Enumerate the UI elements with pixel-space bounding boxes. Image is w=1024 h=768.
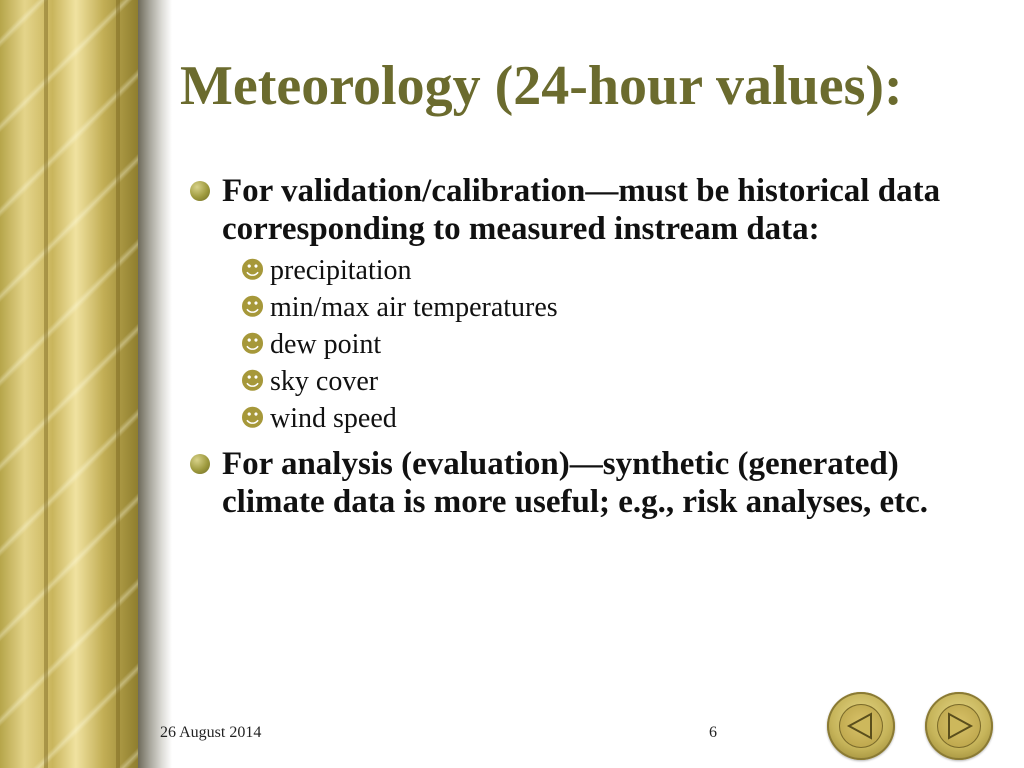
sub-bullet-text: sky cover [270, 366, 379, 397]
sidebar-groove [44, 0, 48, 768]
sub-bullet-item [186, 326, 1006, 363]
smiley-bullet-icon: ☻ [240, 404, 266, 432]
decorative-gold-sidebar [0, 0, 138, 768]
footer-date: 26 August 2014 [160, 724, 262, 741]
sidebar-groove [116, 0, 120, 768]
slide-title: Meteorology (24-hour values): [180, 55, 903, 117]
bullet-item [186, 445, 1006, 521]
slide-content [186, 172, 1006, 521]
footer-page-number: 6 [709, 724, 717, 741]
sidebar-shadow [138, 0, 172, 768]
triangle-left-icon [839, 704, 883, 748]
bullet-dot-icon [190, 181, 210, 201]
sub-bullet-text: dew point [270, 329, 382, 360]
sub-bullet-item [186, 363, 1006, 400]
sub-bullet-text: wind speed [270, 403, 397, 434]
sub-bullet-item [186, 252, 1006, 289]
smiley-bullet-icon: ☻ [240, 293, 266, 321]
sub-bullet-text: precipitation [270, 255, 412, 286]
sub-bullet-text: min/max air temperatures [270, 292, 558, 323]
next-slide-button[interactable] [925, 692, 993, 760]
bullet-dot-icon [190, 454, 210, 474]
smiley-bullet-icon: ☻ [240, 367, 266, 395]
triangle-right-icon [937, 704, 981, 748]
bullet-text: For validation/calibration—must be historical data corresponding to measured instream data: [222, 173, 941, 247]
sub-bullet-item [186, 400, 1006, 437]
previous-slide-button[interactable] [827, 692, 895, 760]
bullet-text: For analysis (evaluation)—synthetic (generated) climate data is more useful; e.g., risk analyses, etc. [222, 446, 929, 520]
sub-bullet-list [186, 252, 1006, 437]
smiley-bullet-icon: ☻ [240, 330, 266, 358]
sub-bullet-item [186, 289, 1006, 326]
bullet-item [186, 172, 1006, 248]
smiley-bullet-icon: ☻ [240, 256, 266, 284]
